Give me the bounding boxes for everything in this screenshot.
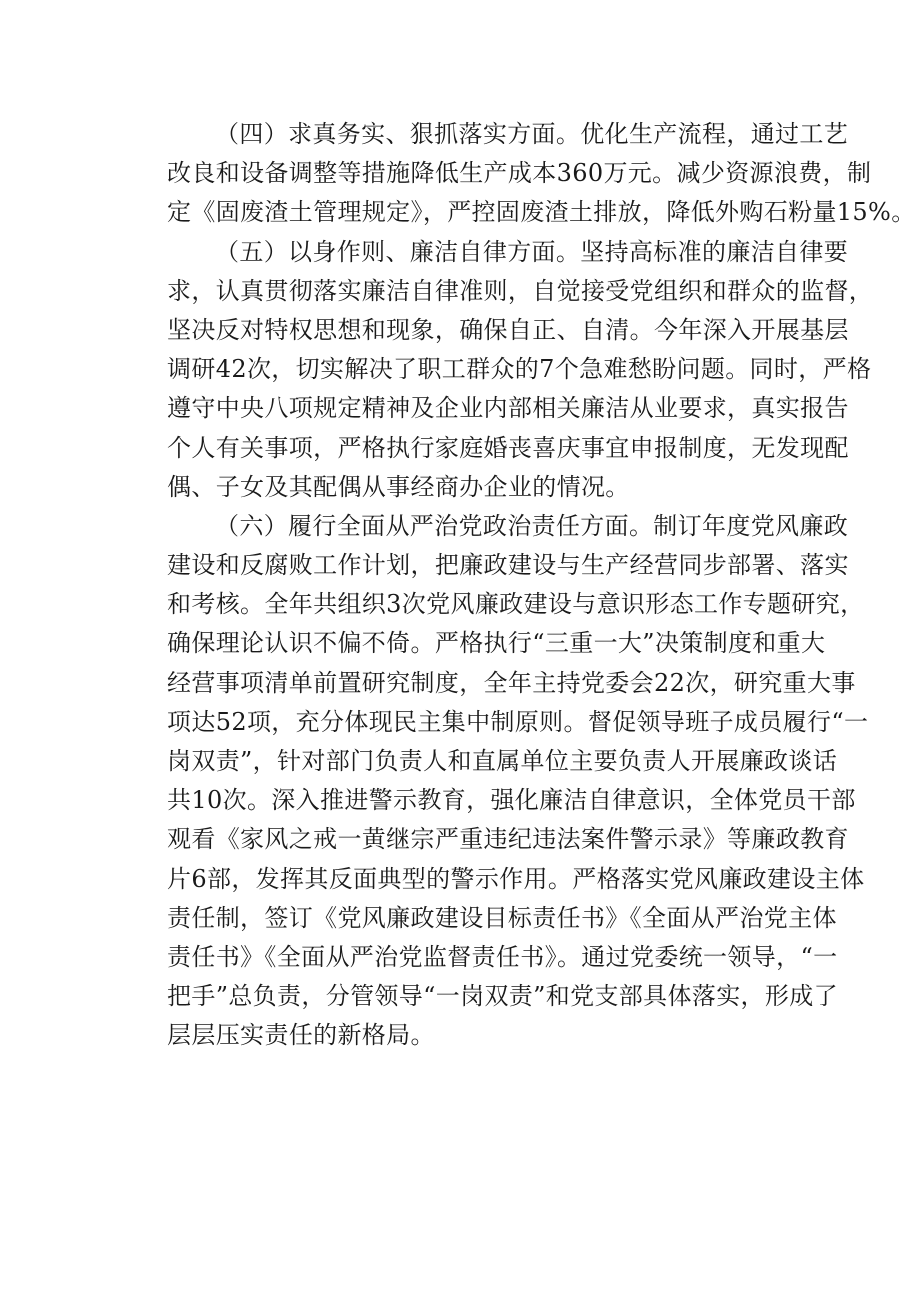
text-line: （六）履行全面从严治党政治责任方面。制订年度党风廉政 <box>215 511 849 540</box>
text-line: 岗双责”，针对部门负责人和直属单位主要负责人开展廉政谈话 <box>167 747 838 775</box>
text-line: （四）求真务实、狠抓落实方面。优化生产流程，通过工艺 <box>215 120 849 148</box>
text-line: 项达52项，充分体现民主集中制原则。督促领导班子成员履行“一 <box>167 707 869 736</box>
paragraph-section-5 <box>167 233 874 507</box>
text-line: 个人有关事项，严格执行家庭婚丧喜庆事宜申报制度，无发现配 <box>167 433 849 462</box>
text-line: 遵守中央八项规定精神及企业内部相关廉洁从业要求，真实报告 <box>167 394 849 423</box>
text-line: 确保理论认识不偏不倚。严格执行“三重一大”决策制度和重大 <box>167 629 826 658</box>
paragraph-section-4 <box>167 115 916 233</box>
text-line: 共10次。深入推进警示教育，强化廉洁自律意识，全体党员干部 <box>167 786 856 815</box>
text-line: 坚决反对特权思想和现象，确保自正、自清。今年深入开展基层 <box>167 315 849 344</box>
text-line: 定《固废渣土管理规定》，严控固废渣土排放，降低外购石粉量15%。 <box>167 198 916 227</box>
text-line: 经营事项清单前置研究制度，全年主持党委会22次，研究重大事 <box>167 668 856 697</box>
text-line: 偶、子女及其配偶从事经商办企业的情况。 <box>167 472 630 501</box>
text-line: 调研42次，切实解决了职工群众的7个急难愁盼问题。同时，严格 <box>167 355 872 384</box>
text-line: 建设和反腐败工作计划，把廉政建设与生产经营同步部署、落实 <box>167 551 849 580</box>
text-line: （五）以身作则、廉洁自律方面。坚持高标准的廉洁自律要 <box>215 237 849 266</box>
text-line: 责任书》《全面从严治党监督责任书》。通过党委统一领导，“一 <box>167 942 838 971</box>
text-line: 把手”总负责，分管领导“一岗双责”和党支部具体落实，形成了 <box>167 982 838 1011</box>
text-line: 改良和设备调整等措施降低生产成本360万元。减少资源浪费，制 <box>167 159 872 188</box>
paragraph-section-6 <box>167 507 869 1056</box>
text-line: 责任制，签订《党风廉政建设目标责任书》《全面从严治党主体 <box>167 903 837 932</box>
text-line: 观看《家风之戒一黄继宗严重违纪违法案件警示录》等廉政教育 <box>167 825 849 854</box>
document-body <box>167 115 916 1056</box>
text-line: 求，认真贯彻落实廉洁自律准则，自觉接受党组织和群众的监督， <box>167 276 874 305</box>
text-line: 片6部，发挥其反面典型的警示作用。严格落实党风廉政建设主体 <box>167 864 865 893</box>
text-line: 层层压实责任的新格局。 <box>167 1021 435 1050</box>
text-line: 和考核。全年共组织3次党风廉政建设与意识形态工作专题研究， <box>167 590 865 619</box>
